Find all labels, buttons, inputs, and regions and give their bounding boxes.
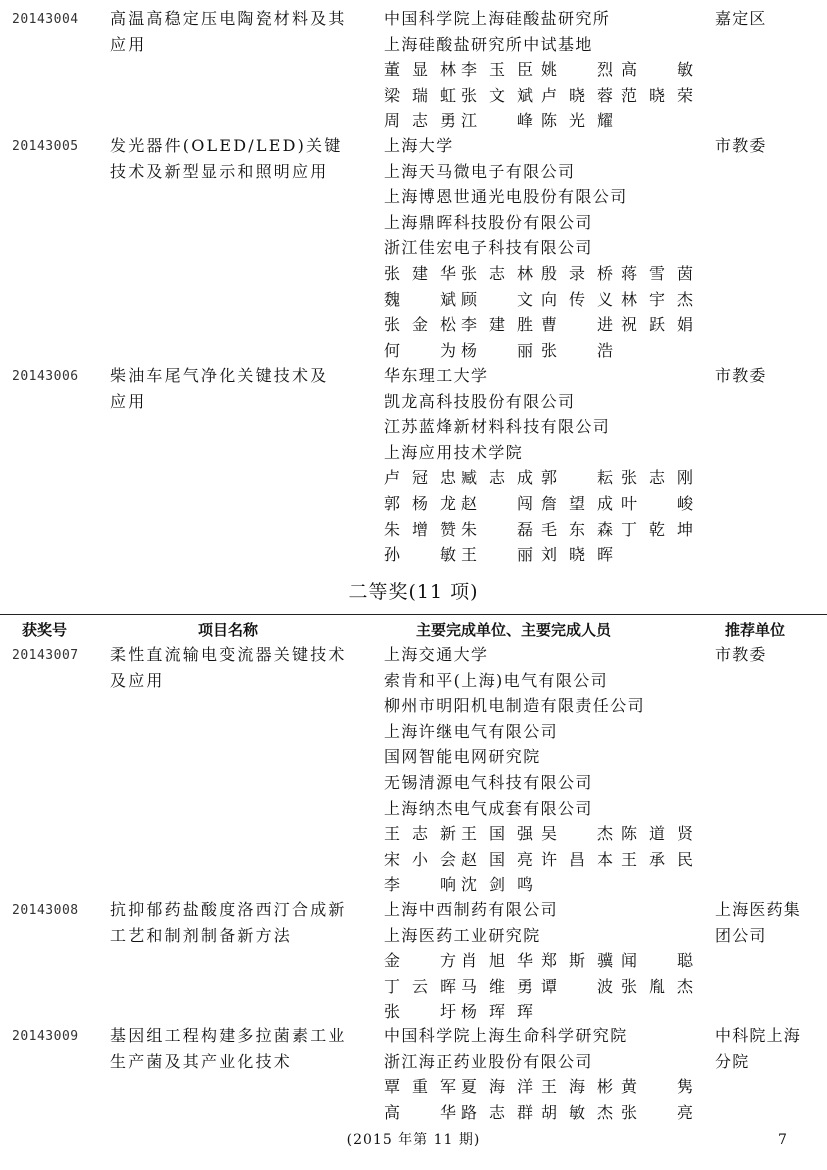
person-name: 赵闯 [461,494,533,513]
project-name-line: 柴油车尾气净化关键技术及 [110,366,329,385]
project-name-line: 工艺和制剂制备新方法 [110,925,293,945]
person-name: 胡敏杰 [541,1102,613,1122]
award-number: 20143009 [12,1029,79,1044]
person-name: 杨珲珲 [461,1002,533,1022]
person-name: 李建胜 [461,315,533,335]
person-name: 臧志成 [461,468,533,488]
person-name: 刘晓晖 [541,545,613,565]
header-units-people: 主要完成单位、主要完成人员 [416,621,612,639]
person-name: 姚烈 [541,60,613,80]
completing-unit: 上海天马微电子有限公司 [384,161,576,181]
person-name: 王国强 [461,824,533,844]
person-name: 李玉臣 [461,60,533,80]
person-name: 闻聪 [621,951,693,971]
completing-unit: 上海交通大学 [384,645,489,664]
project-name-line: 高温高稳定压电陶瓷材料及其 [110,9,347,28]
completing-unit: 江苏蓝烽新材料科技有限公司 [384,417,611,437]
person-name: 陈道贤 [621,824,693,844]
recommender: 中科院上海 [715,1026,802,1045]
award-number: 20143005 [12,139,79,154]
recommender: 上海医药集 [715,900,802,919]
person-name: 何为 [384,340,456,360]
completing-unit: 浙江海正药业股份有限公司 [384,1051,593,1071]
recommender: 市教委 [715,366,767,385]
issue-footer: (2015 年第 11 期) [346,1132,481,1148]
person-name: 郭杨龙 [384,494,456,513]
project-name-line: 基因组工程构建多拉菌素工业 [110,1026,347,1045]
project-name-line: 发光器件(OLED/LED)关键 [110,136,343,155]
person-name: 董显林 [384,60,456,80]
project-name-line: 抗抑郁药盐酸度洛西汀合成新 [110,900,347,919]
person-name: 顾文 [461,289,533,309]
person-name: 向传义 [541,289,613,309]
person-name: 丁云晖 [384,976,456,996]
person-name: 张圩 [384,1002,456,1022]
person-name: 赵国亮 [461,849,533,869]
completing-unit: 无锡清源电气科技有限公司 [384,773,593,792]
person-name: 张胤杰 [621,976,693,996]
award-number: 20143004 [12,12,79,27]
person-name: 沈剑鸣 [461,875,533,895]
completing-unit: 上海许继电气有限公司 [384,721,559,741]
person-name: 马维勇 [461,976,533,996]
person-name: 朱增赞 [384,519,456,539]
person-name: 张志刚 [621,468,693,488]
person-name: 许昌本 [541,849,613,869]
recommender: 分院 [715,1051,750,1071]
person-name: 黄隽 [621,1077,693,1097]
completing-unit: 中国科学院上海生命科学研究院 [384,1026,628,1045]
person-name: 梁瑞虹 [384,85,456,105]
person-name: 魏斌 [384,289,456,309]
person-name: 高敏 [621,60,693,80]
award-number: 20143007 [12,648,79,663]
project-name-line: 技术及新型显示和照明应用 [110,161,329,181]
person-name: 路志群 [461,1102,533,1122]
person-name: 王志新 [384,824,456,844]
person-name: 张亮 [621,1102,693,1122]
recommender: 市教委 [715,136,767,155]
person-name: 郭耘 [541,468,613,488]
project-name-line: 及应用 [110,670,165,690]
person-name: 张建华 [384,264,456,283]
project-name-line: 柔性直流输电变流器关键技术 [110,645,347,664]
completing-unit: 索肯和平(上海)电气有限公司 [384,670,609,690]
completing-unit: 上海大学 [384,136,454,155]
person-name: 殷录桥 [541,264,613,283]
person-name: 肖旭华 [461,951,533,971]
person-name: 卢冠忠 [384,468,456,488]
recommender: 市教委 [715,645,767,664]
person-name: 王承民 [621,849,693,869]
award-number: 20143006 [12,369,79,384]
person-name: 李响 [384,875,456,895]
completing-unit: 上海纳杰电气成套有限公司 [384,798,593,818]
completing-unit: 凯龙高科技股份有限公司 [384,391,576,411]
project-name-line: 应用 [110,34,147,54]
completing-unit: 上海博恩世通光电股份有限公司 [384,187,628,207]
person-name: 卢晓蓉 [541,85,613,105]
recommender: 团公司 [715,925,767,945]
project-name-line: 生产菌及其产业化技术 [110,1051,293,1071]
person-name: 张金松 [384,315,456,335]
completing-unit: 中国科学院上海硅酸盐研究所 [384,9,611,28]
completing-unit: 华东理工大学 [384,366,489,385]
person-name: 杨丽 [461,340,533,360]
person-name: 曹进 [541,315,613,335]
person-name: 范晓荣 [621,85,693,105]
page-number: 7 [778,1132,787,1148]
person-name: 孙敏 [384,545,456,565]
person-name: 毛东森 [541,519,613,539]
recommender: 嘉定区 [715,9,767,28]
person-name: 覃重军 [384,1077,456,1097]
completing-unit: 上海鼎晖科技股份有限公司 [384,212,593,232]
person-name: 丁乾坤 [621,519,693,539]
person-name: 王海彬 [541,1077,613,1097]
project-name-line: 应用 [110,391,147,411]
person-name: 朱磊 [461,519,533,539]
completing-unit: 国网智能电网研究院 [384,747,541,767]
person-name: 蒋雪茵 [621,264,693,283]
person-name: 叶峻 [621,494,693,513]
completing-unit: 柳州市明阳机电制造有限责任公司 [384,696,646,716]
person-name: 张浩 [541,340,613,360]
header-award-no: 获奖号 [22,621,68,639]
header-project-name: 项目名称 [198,621,259,639]
person-name: 林宇杰 [621,289,693,309]
person-name: 祝跃娟 [621,315,693,335]
person-name: 郑斯骥 [541,951,613,971]
person-name: 张志林 [461,264,533,283]
person-name: 周志勇 [384,111,456,131]
person-name: 谭波 [541,976,613,996]
person-name: 张文斌 [461,85,533,105]
completing-unit: 上海硅酸盐研究所中试基地 [384,34,593,54]
completing-unit: 上海应用技术学院 [384,442,524,462]
person-name: 江峰 [461,111,533,131]
completing-unit: 上海医药工业研究院 [384,925,541,945]
completing-unit: 上海中西制药有限公司 [384,900,559,919]
person-name: 吴杰 [541,824,613,844]
person-name: 夏海洋 [461,1077,533,1097]
header-rule [0,614,827,615]
person-name: 宋小会 [384,849,456,869]
award-number: 20143008 [12,903,79,918]
person-name: 金方 [384,951,456,971]
person-name: 王丽 [461,545,533,565]
header-recommender: 推荐单位 [725,621,786,639]
person-name: 陈光耀 [541,111,613,131]
completing-unit: 浙江佳宏电子科技有限公司 [384,238,593,258]
person-name: 詹望成 [541,494,613,513]
person-name: 高华 [384,1102,456,1122]
section-title: 二等奖(11 项) [348,581,479,603]
